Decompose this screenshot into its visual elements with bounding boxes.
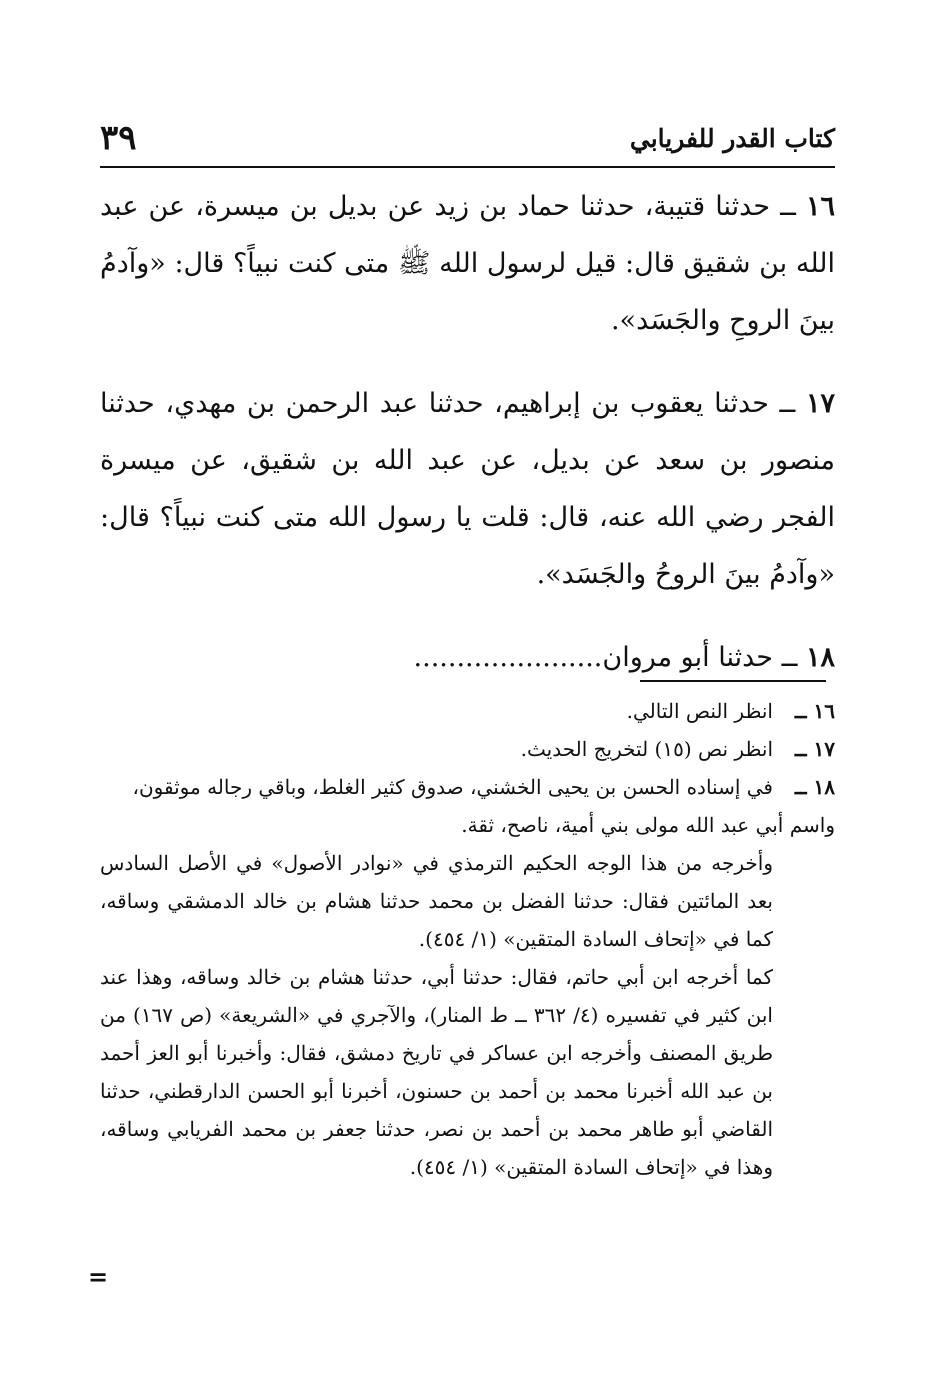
footnote-number: ١٧ ــ bbox=[794, 737, 835, 761]
footnotes bbox=[100, 692, 835, 1186]
hadith-17 bbox=[100, 375, 835, 603]
footnote-16 bbox=[100, 692, 835, 730]
header-rule bbox=[100, 166, 835, 168]
footnote-paragraph: كما أخرجه ابن أبي حاتم، فقال: حدثنا أبي، حدثنا هشام بن خالد وساقه، وهذا عند ابن كثير في تفسيره (٤/ ٣٦٢ ــ ط المنار)، والآجري في «الشريعة» (ص ١٦٧) من طريق المصنف وأخرجه ابن عساكر في تاريخ دمشق، فقال: وأخبرنا أبو العز أحمد بن عبد الله أخبرنا محمد بن أحمد بن حسنون، أخبرنا أبو الحسن الدارقطني، حدثنا القاضي أبو طاهر محمد بن أحمد بن نصر، حدثنا جعفر بن محمد الفريابي وساقه، وهذا في «إتحاف السادة المتقين» (١/ ٤٥٤). bbox=[100, 965, 774, 1179]
page-header bbox=[100, 118, 835, 168]
footnote-number: ١٨ ــ bbox=[794, 775, 835, 799]
footnote-18 bbox=[100, 768, 835, 844]
footnote-text: انظر النص التالي. bbox=[626, 699, 773, 723]
hadith-text: ــ حدثنا يعقوب بن إبراهيم، حدثنا عبد الرحمن بن مهدي، حدثنا منصور بن سعد عن بديل، عن عبد الله بن شقيق، عن ميسرة الفجر رضي الله عنه، قال: قلت يا رسول الله متى كنت نبياً؟ قال: «وآدمُ بينَ الروحُ والجَسَد». bbox=[100, 388, 835, 590]
running-head: كتاب القدر للفريابي bbox=[629, 124, 835, 153]
hadith-text: ــ حدثنا أبو مروان bbox=[602, 642, 806, 673]
footnote-rule bbox=[640, 680, 826, 682]
hadith-16 bbox=[100, 178, 835, 349]
footnote-text: في إسناده الحسن بن يحيى الخشني، صدوق كثير الغلط، وباقي رجاله موثقون، واسم أبي عبد الله مولى بني أمية، ناصح، ثقة. bbox=[132, 775, 835, 837]
footnote-paragraph: وأخرجه من هذا الوجه الحكيم الترمذي في «نوادر الأصول» في الأصل السادس بعد المائتين فقال: حدثنا الفضل بن محمد حدثنا هشام بن خالد الدمشقي وساقه، كما في «إتحاف السادة المتقين» (١/ ٤٥٤). bbox=[100, 851, 773, 951]
hadith-18 bbox=[100, 629, 835, 686]
hadith-number: ١٦ bbox=[805, 191, 835, 222]
main-text bbox=[100, 178, 835, 712]
hadith-number: ١٨ bbox=[805, 642, 835, 673]
footnote-17 bbox=[100, 730, 835, 768]
ellipsis-dots: ...................... bbox=[413, 642, 603, 673]
continuation-mark: = bbox=[88, 1262, 109, 1291]
footnote-text: انظر نص (١٥) لتخريج الحديث. bbox=[520, 737, 773, 761]
hadith-text: ــ حدثنا قتيبة، حدثنا حماد بن زيد عن بديل بن ميسرة، عن عبد الله بن شقيق قال: قيل لرسول الله ﷺ متى كنت نبياً؟ قال: «وآدمُ بينَ الروحِ والجَسَد». bbox=[100, 191, 835, 336]
footnote-number: ١٦ ــ bbox=[794, 699, 835, 723]
page-number: ٣٩ bbox=[100, 118, 137, 158]
hadith-number: ١٧ bbox=[805, 388, 835, 419]
